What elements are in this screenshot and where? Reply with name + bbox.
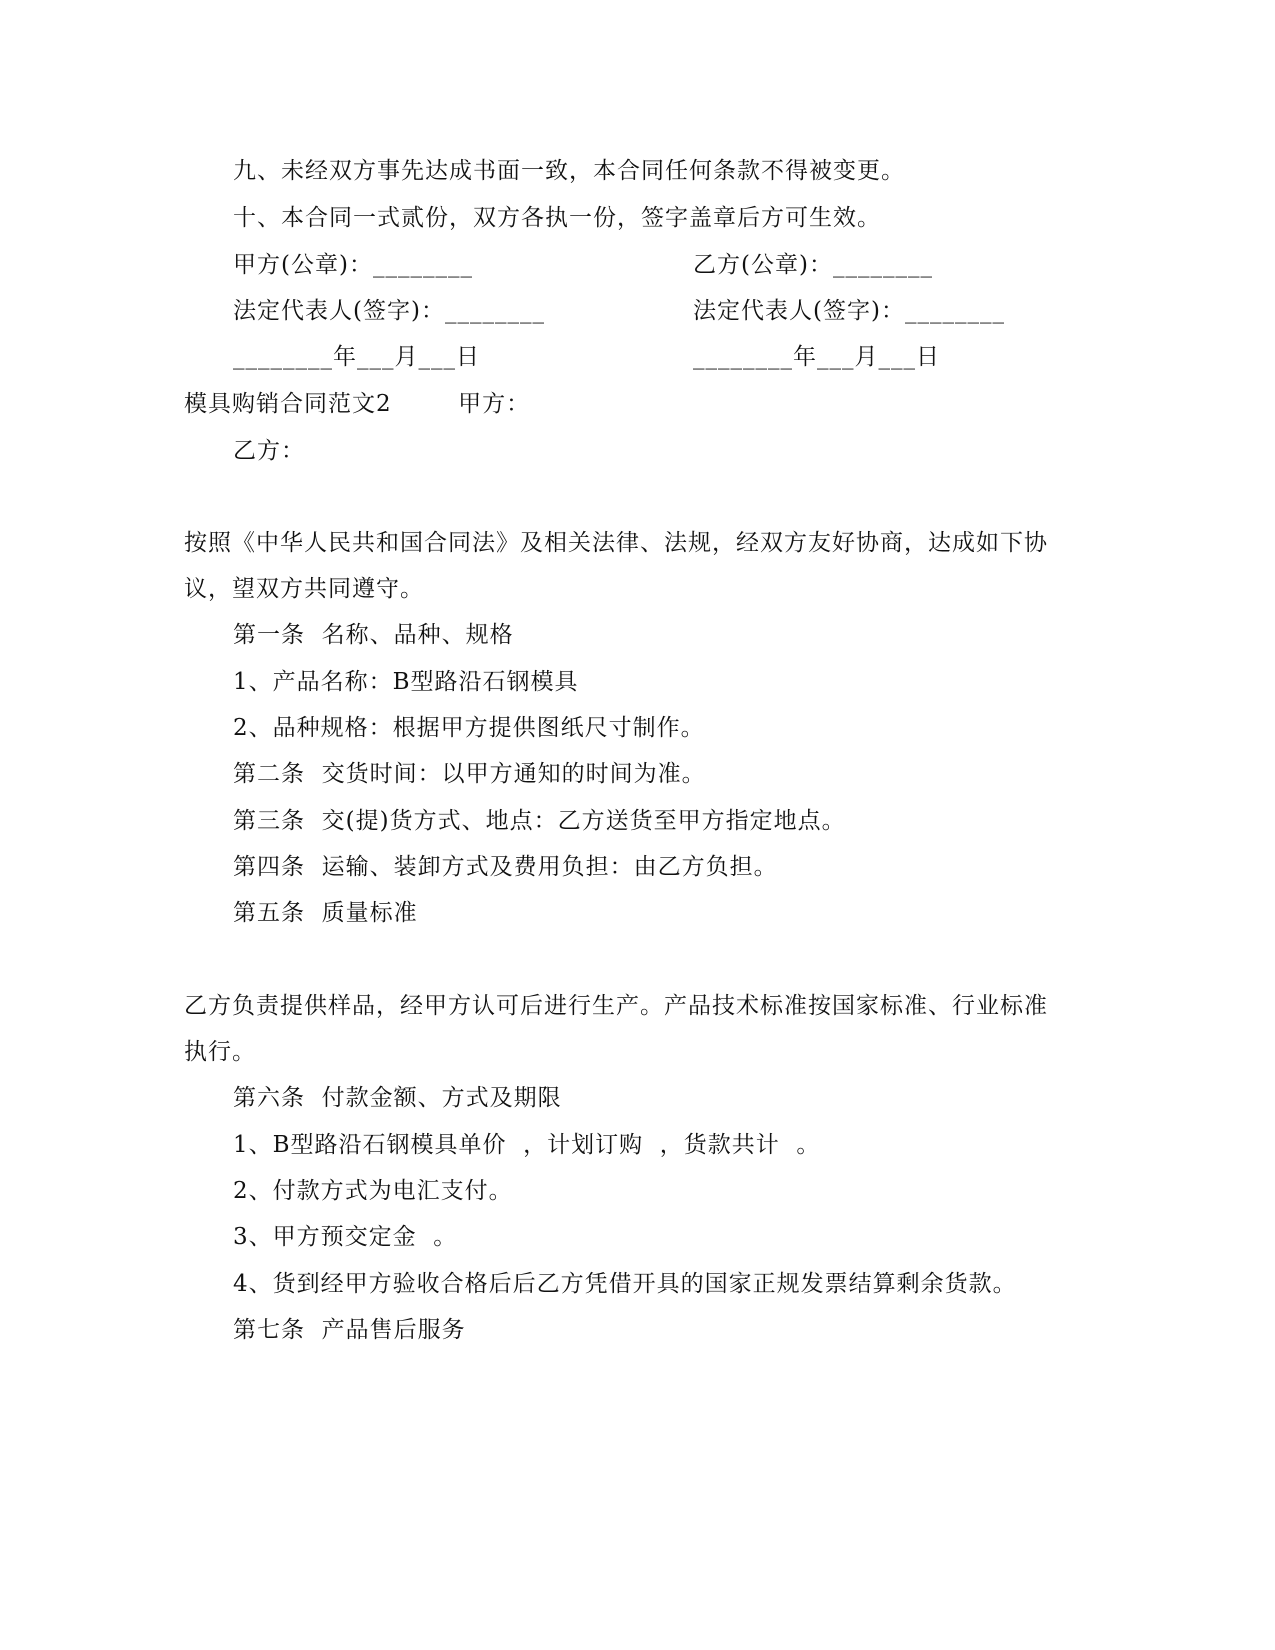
quality-line-2: 执行。	[184, 1039, 256, 1065]
article-1-item-2: 2、品种规格：根据甲方提供图纸尺寸制作。	[233, 715, 705, 741]
article-6-item-2: 2、付款方式为电汇支付。	[233, 1178, 513, 1204]
party-a-representative-field: 法定代表人(签字)：________	[233, 298, 545, 324]
clause-9: 九、未经双方事先达成书面一致，本合同任何条款不得被变更。	[233, 158, 905, 184]
article-4: 第四条 运输、装卸方式及费用负担：由乙方负担。	[233, 854, 778, 880]
article-1-heading: 第一条 名称、品种、规格	[233, 622, 514, 648]
article-3: 第三条 交(提)货方式、地点：乙方送货至甲方指定地点。	[233, 808, 846, 834]
party-a-seal-field: 甲方(公章)：________	[233, 252, 473, 278]
clause-10: 十、本合同一式贰份，双方各执一份，签字盖章后方可生效。	[233, 205, 881, 231]
party-b-date-field: ________年___月___日	[693, 344, 940, 370]
article-6-item-3: 3、甲方预交定金 。	[233, 1224, 458, 1250]
quality-line-1: 乙方负责提供样品，经甲方认可后进行生产。产品技术标准按国家标准、行业标准	[184, 993, 1048, 1019]
party-b-seal-field: 乙方(公章)：________	[693, 252, 933, 278]
contract-2-title: 模具购销合同范文2 甲方：	[184, 391, 531, 417]
article-5-heading: 第五条 质量标准	[233, 900, 418, 926]
article-6-heading: 第六条 付款金额、方式及期限	[233, 1085, 562, 1111]
article-2: 第二条 交货时间：以甲方通知的时间为准。	[233, 761, 706, 787]
article-7-heading: 第七条 产品售后服务	[233, 1317, 466, 1343]
article-6-item-4: 4、货到经甲方验收合格后后乙方凭借开具的国家正规发票结算剩余货款。	[233, 1271, 1017, 1297]
party-b-line: 乙方：	[233, 438, 305, 464]
party-a-date-field: ________年___月___日	[233, 344, 480, 370]
party-b-representative-field: 法定代表人(签字)：________	[693, 298, 1005, 324]
intro-line-2: 议，望双方共同遵守。	[184, 576, 424, 602]
article-6-item-1: 1、B型路沿石钢模具单价 ，计划订购 ，货款共计 。	[233, 1132, 821, 1158]
article-1-item-1: 1、产品名称：B型路沿石钢模具	[233, 669, 579, 695]
intro-line-1: 按照《中华人民共和国合同法》及相关法律、法规，经双方友好协商，达成如下协	[184, 530, 1048, 556]
